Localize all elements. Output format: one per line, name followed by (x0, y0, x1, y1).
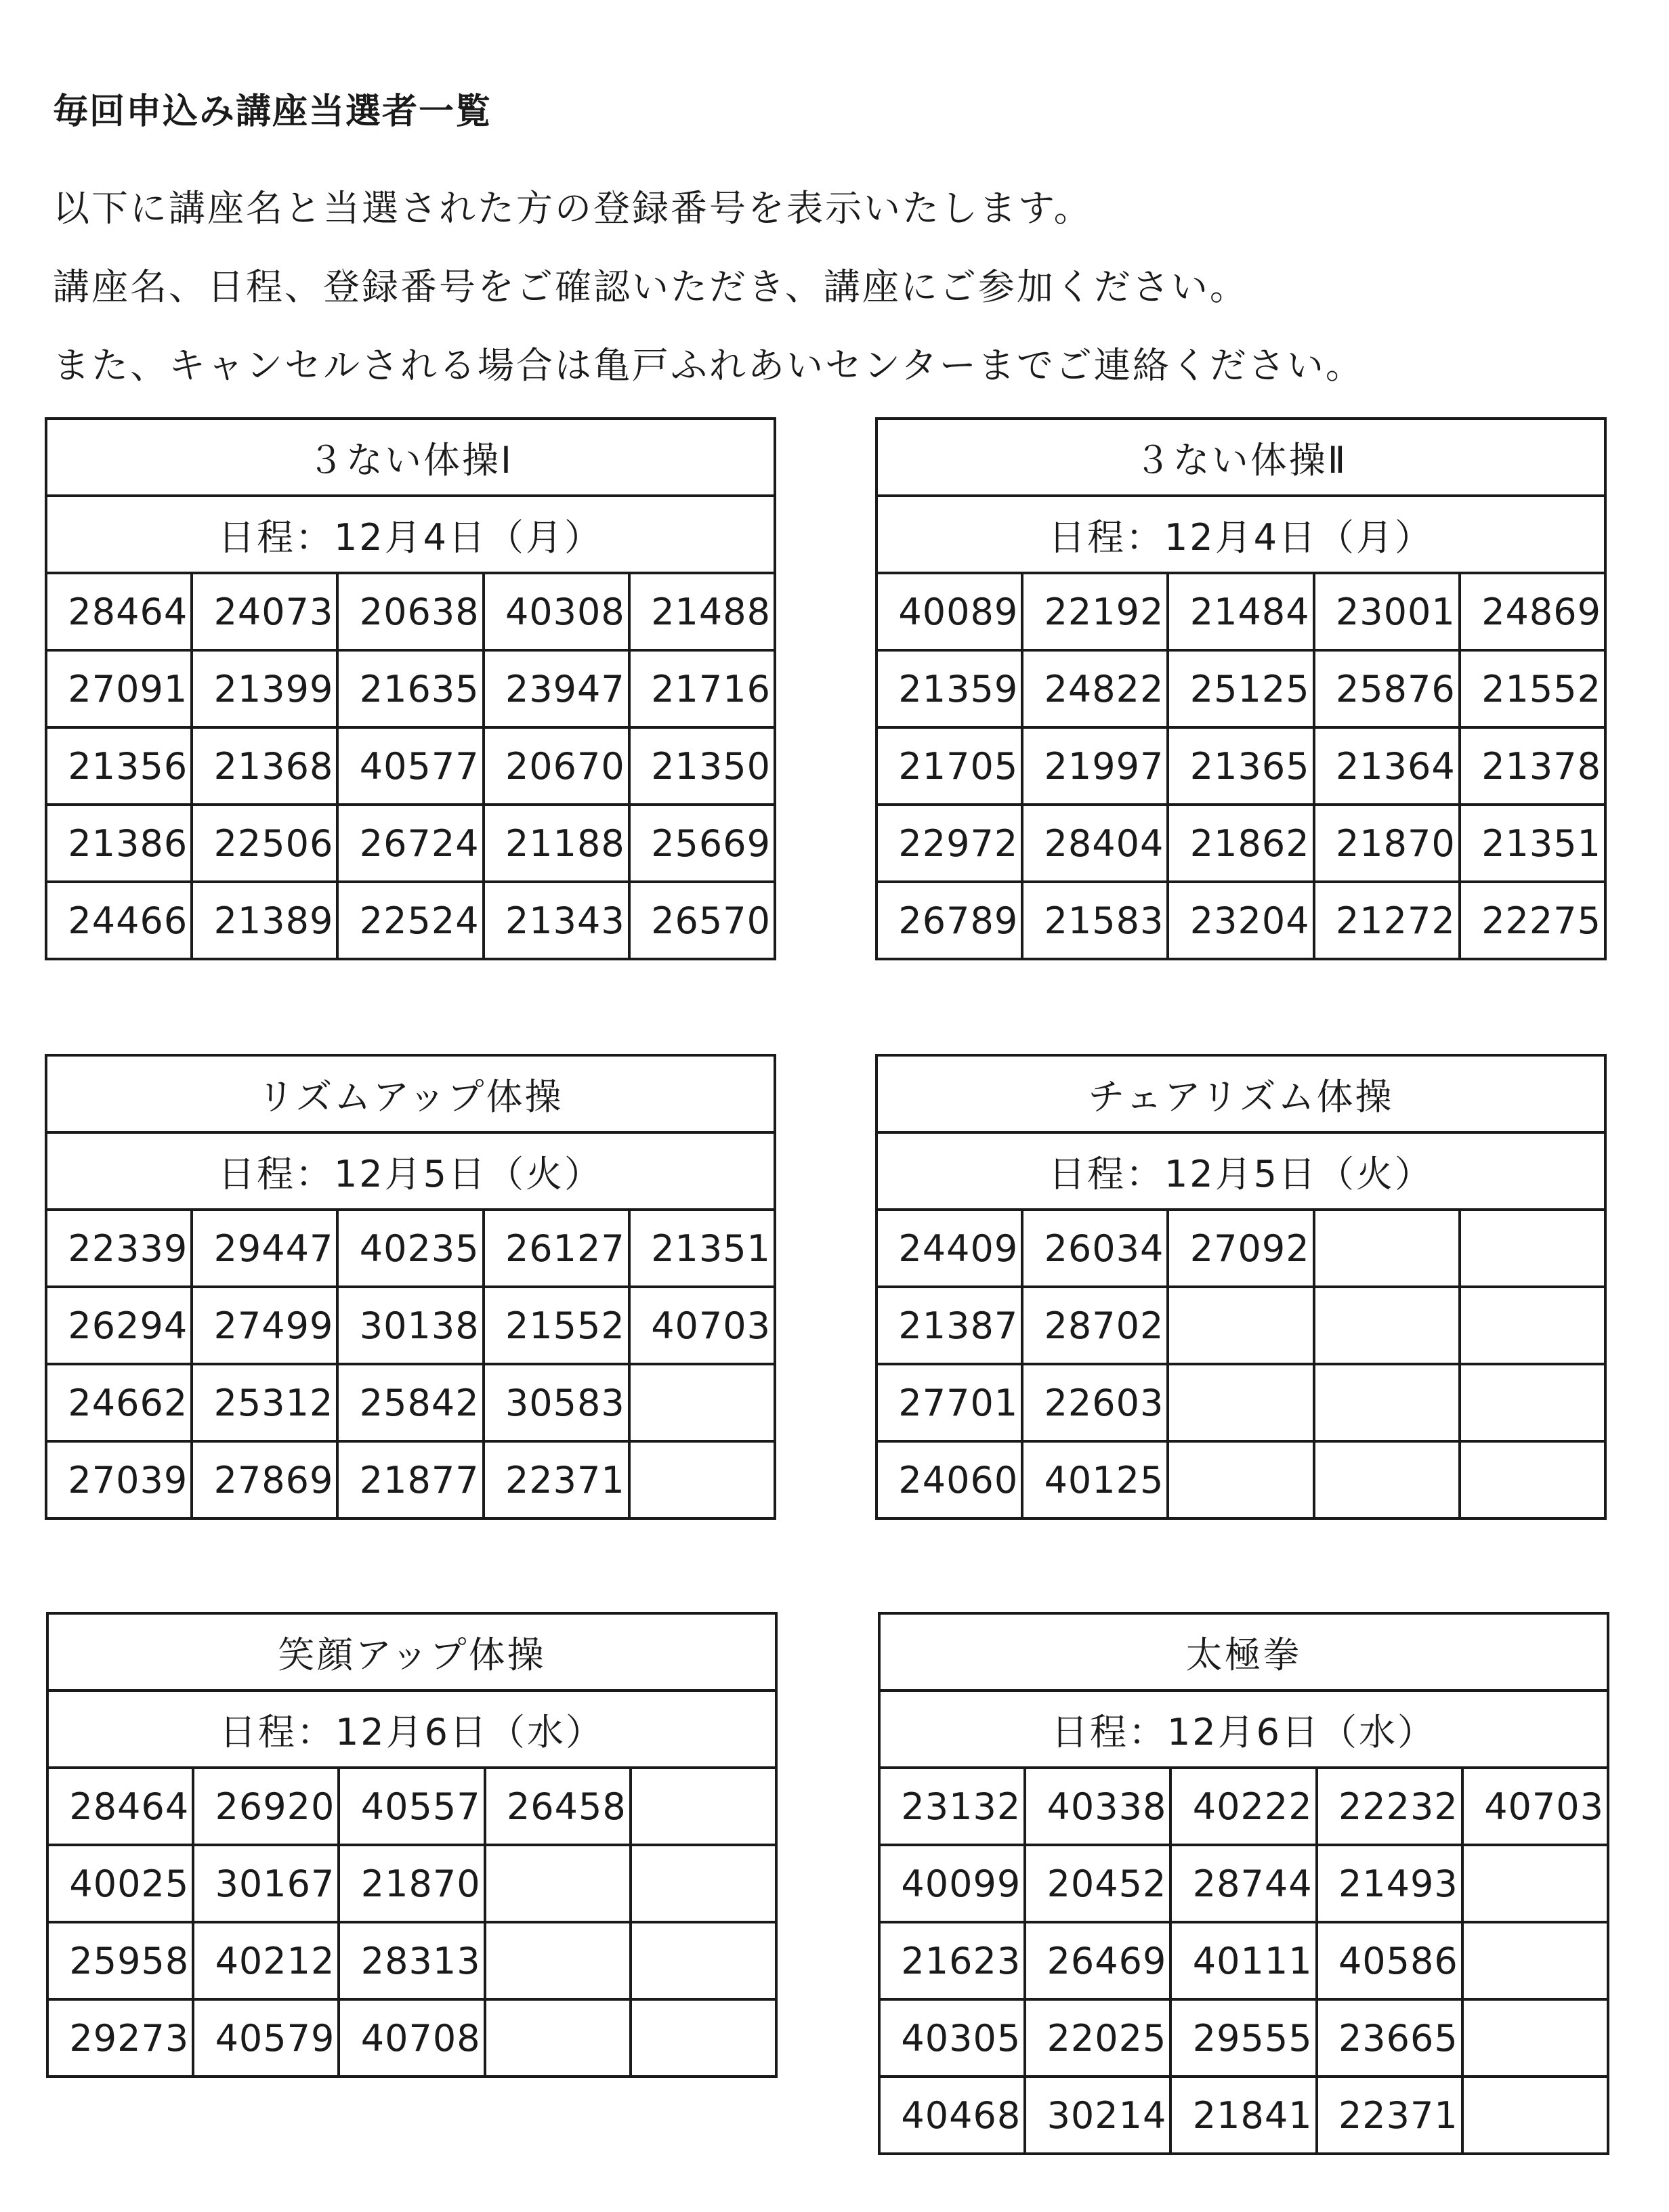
registration-number: 21488 (629, 573, 775, 650)
table-row (876, 805, 1605, 882)
registration-number: 21862 (1168, 805, 1313, 882)
registration-number: 40125 (1022, 1441, 1168, 1518)
registration-number: 27869 (192, 1441, 337, 1518)
registration-number: 21364 (1314, 727, 1460, 805)
registration-number: 25312 (192, 1364, 337, 1441)
table-row (46, 573, 775, 650)
table-row (46, 1364, 775, 1441)
course-name: ３ない体操Ⅰ (46, 419, 775, 496)
registration-number: 20452 (1025, 1845, 1170, 1922)
table-row (47, 1999, 776, 2077)
table-row (876, 1287, 1605, 1364)
registration-number (1314, 1210, 1460, 1287)
registration-number: 25669 (629, 805, 775, 882)
table-row (46, 1441, 775, 1518)
registration-number (629, 1441, 775, 1518)
registration-number (631, 1922, 776, 1999)
registration-number: 21356 (46, 727, 192, 805)
registration-number: 28702 (1022, 1287, 1168, 1364)
registration-number: 40099 (879, 1845, 1025, 1922)
registration-number (631, 1768, 776, 1845)
registration-number: 40557 (339, 1768, 484, 1845)
table-row (47, 1922, 776, 1999)
registration-number: 40308 (484, 573, 629, 650)
course-schedule: 日程：12月5日（火） (46, 1132, 775, 1210)
registration-number: 40468 (879, 2077, 1025, 2154)
registration-number: 22972 (876, 805, 1022, 882)
table-row (46, 805, 775, 882)
table-row (879, 1768, 1608, 1845)
table-row (46, 727, 775, 805)
registration-number: 26127 (484, 1210, 629, 1287)
registration-number: 21552 (1460, 650, 1605, 727)
registration-number: 40579 (193, 1999, 339, 2077)
registration-number: 29447 (192, 1210, 337, 1287)
course-name: 笑顔アップ体操 (47, 1613, 776, 1690)
registration-number: 24466 (46, 882, 192, 959)
registration-number: 20638 (337, 573, 483, 650)
course-schedule: 日程：12月6日（水） (879, 1690, 1608, 1768)
course-name: チェアリズム体操 (876, 1055, 1605, 1132)
table-row (879, 1845, 1608, 1922)
course-schedule: 日程：12月5日（火） (876, 1132, 1605, 1210)
registration-number: 40338 (1025, 1768, 1170, 1845)
registration-number: 25876 (1314, 650, 1460, 727)
registration-number: 26570 (629, 882, 775, 959)
registration-number: 23665 (1317, 1999, 1462, 2077)
registration-number: 40703 (629, 1287, 775, 1364)
course-schedule: 日程：12月6日（水） (47, 1690, 776, 1768)
registration-number: 24822 (1022, 650, 1168, 727)
registration-number (1460, 1441, 1605, 1518)
registration-number: 25125 (1168, 650, 1313, 727)
registration-number (1168, 1441, 1313, 1518)
registration-number: 24073 (192, 573, 337, 650)
registration-number: 22371 (1317, 2077, 1462, 2154)
registration-number (485, 1922, 631, 1999)
registration-number: 21552 (484, 1287, 629, 1364)
table-row (879, 2077, 1608, 2154)
registration-number (1168, 1287, 1313, 1364)
registration-number: 27091 (46, 650, 192, 727)
registration-number: 21484 (1168, 573, 1313, 650)
course-name: リズムアップ体操 (46, 1055, 775, 1132)
registration-number: 28744 (1170, 1845, 1316, 1922)
registration-number: 21583 (1022, 882, 1168, 959)
registration-number: 21368 (192, 727, 337, 805)
registration-number: 21997 (1022, 727, 1168, 805)
registration-number: 40708 (339, 1999, 484, 2077)
registration-number: 29273 (47, 1999, 193, 2077)
registration-number: 40089 (876, 573, 1022, 650)
table-row (46, 1287, 775, 1364)
course-table (878, 1612, 1609, 2155)
registration-number: 22603 (1022, 1364, 1168, 1441)
registration-number: 25958 (47, 1922, 193, 1999)
registration-number: 40111 (1170, 1922, 1316, 1999)
registration-number (629, 1364, 775, 1441)
registration-number: 40235 (337, 1210, 483, 1287)
registration-number: 40305 (879, 1999, 1025, 2077)
registration-number: 40703 (1462, 1768, 1608, 1845)
table-row (879, 1999, 1608, 2077)
registration-number: 40212 (193, 1922, 339, 1999)
registration-number: 21387 (876, 1287, 1022, 1364)
registration-number: 29555 (1170, 1999, 1316, 2077)
registration-number: 21635 (337, 650, 483, 727)
course-table (875, 417, 1607, 960)
registration-number: 25842 (337, 1364, 483, 1441)
registration-number (631, 1999, 776, 2077)
table-row (876, 882, 1605, 959)
registration-number (1460, 1287, 1605, 1364)
registration-number: 22192 (1022, 573, 1168, 650)
registration-number: 21870 (339, 1845, 484, 1922)
registration-number: 21705 (876, 727, 1022, 805)
registration-number (1462, 1922, 1608, 1999)
intro-line: 講座名、日程、登録番号をご確認いただき、講座にご参加ください。 (53, 265, 1248, 308)
registration-number: 21378 (1460, 727, 1605, 805)
registration-number: 21272 (1314, 882, 1460, 959)
registration-number (485, 1845, 631, 1922)
registration-number: 28464 (46, 573, 192, 650)
registration-number: 24060 (876, 1441, 1022, 1518)
registration-number: 40577 (337, 727, 483, 805)
table-row (876, 573, 1605, 650)
registration-number: 28464 (47, 1768, 193, 1845)
registration-number: 23947 (484, 650, 629, 727)
registration-number: 28404 (1022, 805, 1168, 882)
registration-number (1314, 1441, 1460, 1518)
course-schedule: 日程：12月4日（月） (46, 496, 775, 573)
registration-number: 40222 (1170, 1768, 1316, 1845)
table-row (876, 1364, 1605, 1441)
registration-number: 21841 (1170, 2077, 1316, 2154)
registration-number: 22025 (1025, 1999, 1170, 2077)
registration-number: 26294 (46, 1287, 192, 1364)
registration-number: 22524 (337, 882, 483, 959)
course-table (875, 1054, 1607, 1520)
registration-number (485, 1999, 631, 2077)
registration-number: 27039 (46, 1441, 192, 1518)
registration-number: 26458 (485, 1768, 631, 1845)
registration-number: 21870 (1314, 805, 1460, 882)
table-row (876, 727, 1605, 805)
course-name: 太極拳 (879, 1613, 1608, 1690)
registration-number (1314, 1287, 1460, 1364)
registration-number: 23132 (879, 1768, 1025, 1845)
registration-number: 21877 (337, 1441, 483, 1518)
registration-number: 21359 (876, 650, 1022, 727)
registration-number: 26034 (1022, 1210, 1168, 1287)
registration-number: 30214 (1025, 2077, 1170, 2154)
registration-number: 40586 (1317, 1922, 1462, 1999)
registration-number: 21343 (484, 882, 629, 959)
registration-number: 26920 (193, 1768, 339, 1845)
registration-number: 26789 (876, 882, 1022, 959)
registration-number: 21350 (629, 727, 775, 805)
registration-number: 40025 (47, 1845, 193, 1922)
registration-number (1462, 2077, 1608, 2154)
registration-number: 21716 (629, 650, 775, 727)
course-table (45, 417, 776, 960)
table-row (46, 1210, 775, 1287)
registration-number (631, 1845, 776, 1922)
course-name: ３ない体操Ⅱ (876, 419, 1605, 496)
table-row (46, 650, 775, 727)
intro-line: また、キャンセルされる場合は亀戸ふれあいセンターまでご連絡ください。 (53, 344, 1364, 387)
registration-number: 23001 (1314, 573, 1460, 650)
registration-number: 21386 (46, 805, 192, 882)
registration-number: 27701 (876, 1364, 1022, 1441)
table-row (876, 1441, 1605, 1518)
page-title: 毎回申込み講座当選者一覧 (53, 91, 492, 132)
table-row (46, 882, 775, 959)
registration-number: 22371 (484, 1441, 629, 1518)
registration-number: 26724 (337, 805, 483, 882)
table-row (47, 1768, 776, 1845)
course-table (45, 1054, 776, 1520)
intro-text (53, 169, 1364, 405)
registration-number (1168, 1364, 1313, 1441)
table-row (876, 650, 1605, 727)
registration-number (1462, 1845, 1608, 1922)
registration-number: 20670 (484, 727, 629, 805)
registration-number: 28313 (339, 1922, 484, 1999)
registration-number: 30138 (337, 1287, 483, 1364)
registration-number: 24409 (876, 1210, 1022, 1287)
registration-number: 21351 (629, 1210, 775, 1287)
registration-number (1460, 1364, 1605, 1441)
table-row (879, 1922, 1608, 1999)
registration-number: 22232 (1317, 1768, 1462, 1845)
course-table (46, 1612, 778, 2078)
registration-number: 23204 (1168, 882, 1313, 959)
registration-number: 21623 (879, 1922, 1025, 1999)
course-schedule: 日程：12月4日（月） (876, 496, 1605, 573)
registration-number: 27499 (192, 1287, 337, 1364)
registration-number: 21399 (192, 650, 337, 727)
registration-number: 21389 (192, 882, 337, 959)
table-row (47, 1845, 776, 1922)
registration-number: 22506 (192, 805, 337, 882)
registration-number: 21365 (1168, 727, 1313, 805)
intro-line: 以下に講座名と当選された方の登録番号を表示いたします。 (53, 187, 1093, 230)
registration-number: 21351 (1460, 805, 1605, 882)
registration-number (1462, 1999, 1608, 2077)
registration-number: 27092 (1168, 1210, 1313, 1287)
registration-number: 26469 (1025, 1922, 1170, 1999)
registration-number: 24869 (1460, 573, 1605, 650)
table-row (876, 1210, 1605, 1287)
registration-number: 22275 (1460, 882, 1605, 959)
registration-number: 30583 (484, 1364, 629, 1441)
registration-number: 24662 (46, 1364, 192, 1441)
registration-number (1314, 1364, 1460, 1441)
registration-number: 21493 (1317, 1845, 1462, 1922)
registration-number: 22339 (46, 1210, 192, 1287)
registration-number (1460, 1210, 1605, 1287)
registration-number: 21188 (484, 805, 629, 882)
registration-number: 30167 (193, 1845, 339, 1922)
